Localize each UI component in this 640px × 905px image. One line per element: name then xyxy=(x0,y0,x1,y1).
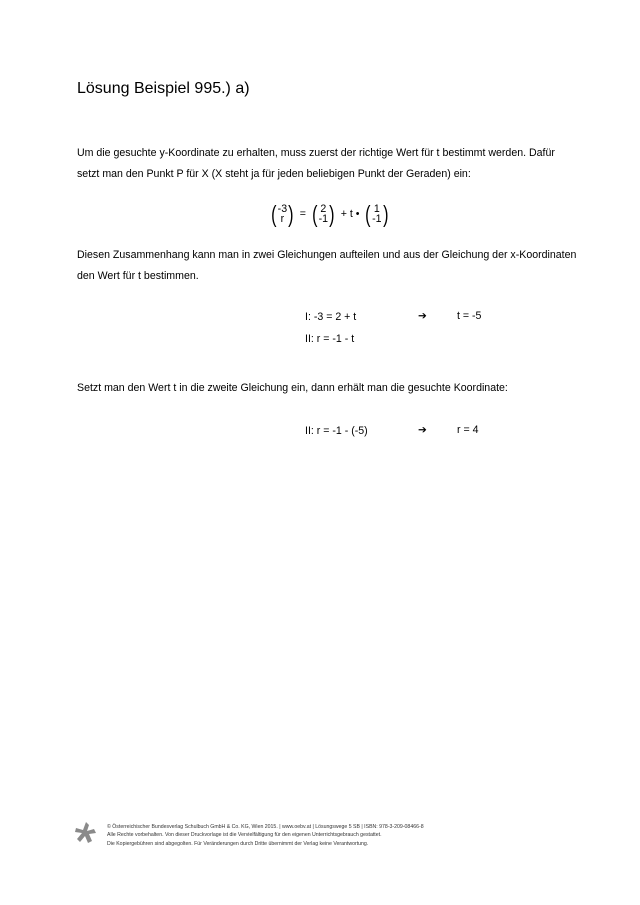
page-title: Lösung Beispiel 995.) a) xyxy=(77,80,250,97)
paragraph-substitute: Setzt man den Wert t in die zweite Gleichung ein, dann erhält man die gesuchte Koordinate: xyxy=(77,382,508,394)
footer-line: © Österreichischer Bundesverlag Schulbuch GmbH & Co. KG, Wien 2015. | www.oebv.at | Lösungswege 5 SB | ISBN: 978-3-209-08466-8 xyxy=(107,824,424,830)
vector-direction: ( 1 -1 ) xyxy=(365,201,389,227)
equation-3: II: r = -1 - (-5) xyxy=(305,425,368,437)
paragraph-intro: Um die gesuchte y-Koordinate zu erhalten, muss zuerst der richtige Wert für t bestimmt werden. Dafür setzt man den Punkt P für X (X steht ja für jeden beliebigen Punkt der Geraden) ein: xyxy=(77,147,555,180)
vector-equation xyxy=(270,203,389,225)
arrow-right-icon: ➔ xyxy=(418,310,427,322)
vector-lhs-x: -3 xyxy=(277,203,288,215)
vector-direction-x: 1 xyxy=(373,203,380,215)
paragraph-split: Diesen Zusammenhang kann man in zwei Gleichungen aufteilen und aus der Gleichung der x-Koordinaten den Wert für t bestimmen. xyxy=(77,249,577,282)
vector-lhs-y: r xyxy=(280,213,285,225)
vector-point-y: -1 xyxy=(318,213,329,225)
vector-point-x: 2 xyxy=(320,203,327,215)
footer-line: Die Kopiergebühren sind abgegolten. Für Veränderungen durch Dritte übernimmt der Verlag keine Verantwortung. xyxy=(107,840,369,847)
result-1: t = -5 xyxy=(457,310,482,322)
arrow-right-icon: ➔ xyxy=(418,424,427,436)
result-3: r = 4 xyxy=(457,424,479,436)
equation-1: I: -3 = 2 + t xyxy=(305,311,357,323)
footer-copyright xyxy=(107,823,424,848)
equals-sign: = xyxy=(299,208,306,220)
footer-line: Alle Rechte vorbehalten. Von dieser Druckvorlage ist die Vervielfältigung für den eigenen Unterrichtsgebrauch gestattet. xyxy=(107,832,382,839)
vector-point: ( 2 -1 ) xyxy=(312,201,335,227)
oebv-logo-icon xyxy=(74,822,98,849)
plus-t-operator: + t • xyxy=(340,208,360,220)
vector-direction-y: -1 xyxy=(372,213,382,225)
vector-lhs: ( -3 r ) xyxy=(271,201,294,227)
equation-2: II: r = -1 - t xyxy=(305,333,355,345)
